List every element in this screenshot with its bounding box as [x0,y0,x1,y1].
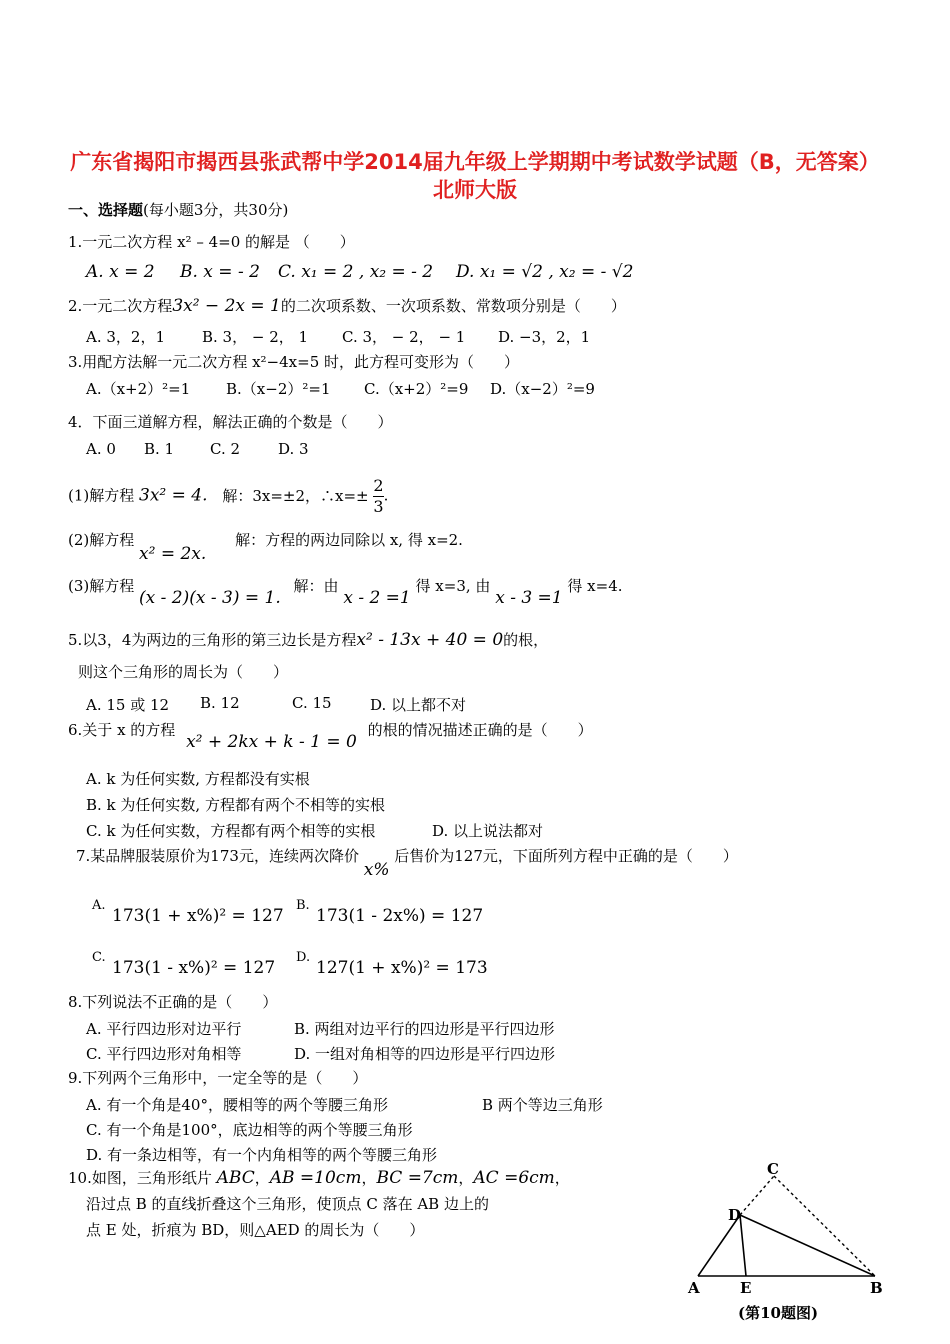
label-d: D [728,1206,742,1224]
q5-stem-pre: 5.以3，4为两边的三角形的第三边长是方程 [68,631,357,649]
q7-stem [76,846,738,880]
q4-part3-sol3: 得 x=4. [567,577,623,595]
label-a: A [688,1279,700,1297]
q1-option-d: D. x₁ = √2 , x₂ = - √2 [456,262,634,282]
q4-option-a: A. 0 [86,440,116,458]
q8-option-b: B. 两组对边平行的四边形是平行四边形 [294,1020,555,1038]
q8-option-d: D. 一组对角相等的四边形是平行四边形 [294,1045,556,1063]
q5-equation: x² - 13x + 40 = 0 [356,630,504,650]
q9-option-a: A. 有一个角是40°，腰相等的两个等腰三角形 [86,1096,388,1114]
section-heading [68,200,288,220]
q6-stem [68,720,593,752]
q6-option-b: B. k 为任何实数, 方程都有两个不相等的实根 [86,796,385,814]
q6-option-d: D. 以上说法都对 [432,822,544,840]
q4-part1-solution: 解：3x=±2，∴x=± [222,486,369,505]
q2-equation: 3x² − 2x = 1 [172,296,281,316]
q2-stem [68,296,626,316]
q4-part1-equation: 3x² = 4. [139,485,208,506]
q1-stem: 1.一元二次方程 x² – 4=0 的解是 （ ） [68,233,355,251]
q4-part2-solution: 解：方程的两边同除以 x, 得 x=2. [235,531,463,549]
q3-option-d: D.（x−2）²=9 [490,380,595,398]
q7-equation: x% [363,860,390,880]
segment-dc-dashed [740,1176,774,1215]
q10-side-ab: AB =10cm [269,1168,362,1188]
q7-option-a: 173(1 + x%)² = 127 [112,906,284,926]
q4-part3-sol1: 解：由 [293,577,339,595]
q7-option-c-label: C. [92,950,106,965]
q7-stem-pre: 7.某品牌服装原价为173元，连续两次降价 [76,847,359,865]
q4-part3 [68,576,623,608]
fold-line-bd [740,1215,875,1276]
q10-stem-line2: 沿过点 B 的直线折叠这个三角形，使顶点 C 落在 AB 边上的 [86,1195,489,1213]
q4-part3-prefix: (3)解方程 [68,577,135,595]
q9-option-c: C. 有一个角是100°，底边相等的两个等腰三角形 [86,1121,413,1139]
q4-stem: 4．下面三道解方程，解法正确的个数是（ ） [68,413,393,431]
q7-option-d: 127(1 + x%)² = 173 [316,958,488,978]
q10-side-ac: AC =6cm [473,1168,555,1188]
q7-option-a-label: A. [92,898,106,913]
q4-part1: (1)解方程 3x² = 4. 解：3x=±2，∴x=± $\frac{2}{3}$ . [68,476,389,516]
label-b: B [870,1279,883,1297]
q3-stem: 3.用配方法解一元二次方程 x²−4x=5 时，此方程可变形为（ ） [68,353,520,371]
q6-option-c: C. k 为任何实数，方程都有两个相等的实根 [86,822,376,840]
q4-part2 [68,530,463,564]
q4-part3-eq2: x - 2 =1 [343,588,411,608]
q5-stem-post: 的根， [503,631,549,649]
q4-option-b: B. 1 [144,440,175,458]
q4-part1-prefix: (1)解方程 [68,486,135,505]
figure-caption: (第10题图) [738,1304,819,1322]
q1-option-c: C. x₁ = 2 , x₂ = - 2 [278,262,434,282]
segment-cb-dashed [774,1176,875,1276]
q8-option-c: C. 平行四边形对角相等 [86,1045,242,1063]
q9-option-d: D. 有一条边相等，有一个内角相等的两个等腰三角形 [86,1146,438,1164]
fraction-numerator: 2 [373,476,384,495]
q3-option-a: A.（x+2）²=1 [86,380,191,398]
q7-stem-post: 后售价为127元，下面所列方程中正确的是（ ） [394,847,738,865]
q2-option-b: B. 3， − 2， 1 [202,328,309,346]
q6-option-a: A. k 为任何实数, 方程都没有实根 [86,770,310,788]
q1-option-a: A. x = 2 [86,262,155,282]
q8-option-a: A. 平行四边形对边平行 [86,1020,242,1038]
q6-stem-pre: 6.关于 x 的方程 [68,721,176,739]
side-ad [698,1215,740,1276]
q4-option-d: D. 3 [278,440,309,458]
q10-stem-line1: 10.如图，三角形纸片 ABC，AB =10cm，BC =7cm，AC =6cm， [68,1168,570,1188]
q6-equation: x² + 2kx + k - 1 = 0 [186,732,357,752]
q7-option-b: 173(1 - 2x%) = 127 [316,906,484,926]
q2-stem-post: 的二次项系数、一次项系数、常数项分别是（ ） [280,297,626,315]
q10-side-bc: BC =7cm [376,1168,459,1188]
q4-part3-eq3: x - 3 =1 [495,588,563,608]
q2-stem-pre: 2.一元二次方程 [68,297,173,315]
page-title: 广东省揭阳市揭西县张武帮中学2014届九年级上学期期中考试数学试题（B，无答案） 北师大版 [70,150,880,202]
q10-triangle-name: ABC [216,1168,255,1188]
q4-part2-prefix: (2)解方程 [68,531,135,549]
q4-part3-equation: (x - 2)(x - 3) = 1. [139,588,281,608]
q2-option-d: D. −3，2，1 [498,328,591,346]
q10-triangle-figure [670,1160,900,1340]
fraction-denominator: 3 [373,497,384,516]
q2-option-c: C. 3， − 2， − 1 [342,328,466,346]
q7-option-d-label: D. [296,950,311,965]
q4-option-c: C. 2 [210,440,241,458]
q5-stem-line2: 则这个三角形的周长为（ ） [78,663,289,681]
section-label: 一、选择题 [68,201,144,219]
section-note: (每小题3分，共30分) [143,201,289,219]
q5-option-d: D. 以上都不对 [370,696,467,714]
q8-stem: 8.下列说法不正确的是（ ） [68,993,278,1011]
q5-option-c: C. 15 [292,694,332,712]
q7-option-b-label: B. [296,898,310,913]
q4-part1-fraction [373,476,383,517]
label-c: C [767,1160,779,1178]
segment-de [740,1215,746,1276]
q5-option-a: A. 15 或 12 [86,696,170,714]
q2-option-a: A. 3，2，1 [86,328,165,346]
q5-stem [68,630,548,650]
q9-option-b: B 两个等边三角形 [482,1096,603,1114]
q3-option-c: C.（x+2）²=9 [364,380,469,398]
q1-option-b: B. x = - 2 [180,262,260,282]
q6-stem-post: 的根的情况描述正确的是（ ） [367,721,593,739]
q10-stem-line3: 点 E 处，折痕为 BD，则△AED 的周长为（ ） [86,1221,425,1239]
q10-stem-pre: 10.如图，三角形纸片 [68,1169,212,1187]
q4-part3-sol2: 得 x=3, 由 [415,577,491,595]
q7-option-c: 173(1 - x%)² = 127 [112,958,276,978]
q9-stem: 9.下列两个三角形中，一定全等的是（ ） [68,1069,368,1087]
q4-part2-equation: x² = 2x. [139,544,207,564]
q3-option-b: B.（x−2）²=1 [226,380,331,398]
label-e: E [740,1279,752,1297]
q5-option-b: B. 12 [200,694,240,712]
